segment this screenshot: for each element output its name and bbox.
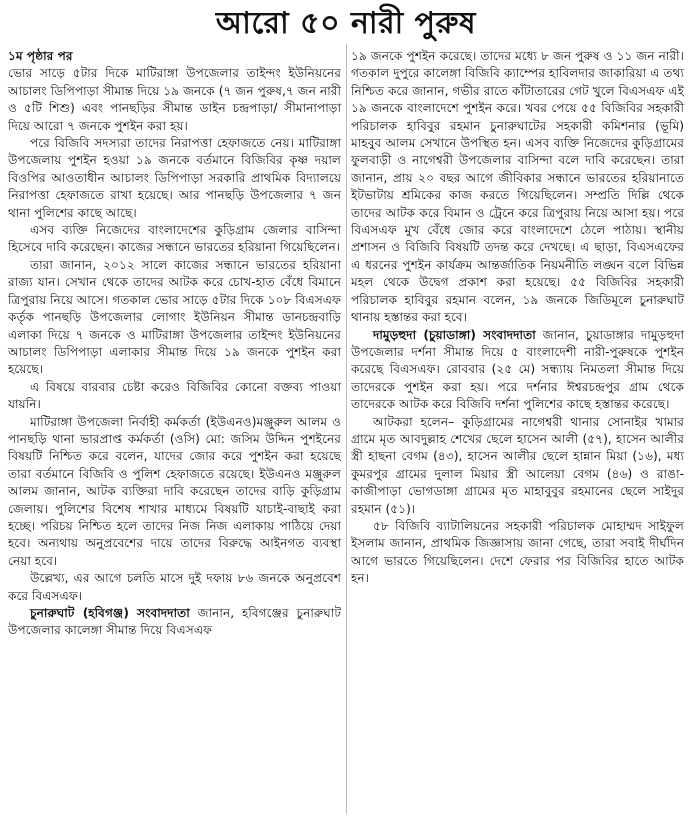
dateline: দামুড়হুদা (চুয়াডাঙ্গা) সংবাদদাতা [373, 327, 536, 342]
dateline-paragraph [8, 605, 341, 640]
headline: আরো ৫০ নারী পুরুষ [215, 6, 477, 41]
continued-from-label: ১ম পৃষ্ঠার পর [8, 49, 73, 63]
paragraph: মাটিরাঙ্গা উপজেলা নির্বাহী কর্মকর্তা (ইউএনও)মঞ্জুরুল আলম ও পানছড়ি থানা ভারপ্রাপ্ত কর্মকর্তা (ওসি) মো: জসিম উদ্দিন পুশইনের বিষয়টি নিশ্চিত করে বলেন, যাদের জোর করে পুশইন করা হয়েছে তারা বর্তমানে বিজিবি ও পুলিশ হেফাজতে রয়েছে। ইউএনও মঞ্জুরুল আলম জানান, আটক ব্যক্তিরা দাবি করেছেন তাদের বাড়ি কুড়িগ্রাম জেলায়। পুলিশের বিশেষ শাখার মাধ্যমে বিষয়টি যাচাই-বাছাই করা হচ্ছে। পরিচয় নিশ্চিত হলে তাদের নিজ নিজ এলাকায় পাঠিয়ে দেয়া হবে। অন্যথায় অনুপ্রবেশের দায়ে তাদের বিরুদ্ধে আইনগত ব্যবস্থা নেয়া হবে। [8, 414, 341, 568]
paragraph: তারা জানান, ২০১২ সালে কাজের সন্ধানে ভারতের হরিয়ানা রাজ্য যান। সেখান থেকে তাদের আটক করে চোখ-হাত বেঁধে বিমানে ত্রিপুরায় নিয়ে আসে। গতকাল ভোর সাড়ে ৫টার দিকে ১০৮ বিএসএফ কর্তৃক পানছড়ি উপজেলার লোগাং ইউনিয়ন সীমান্ত ডানচন্দ্রবাড়ি এলাকা দিয়ে ৭ জনকে ও মাটিরাঙ্গা উপজেলার তাইন্দং ইউনিয়নের আচালং ডিপিপাড়া এলাকার সীমান্ত দিয়ে ১৯ জনকে পুশইন করা হয়েছে। [8, 257, 341, 377]
paragraph: ভোর সাড়ে ৫টার দিকে মাটিরাঙ্গা উপজেলার তাইন্দং ইউনিয়নের আচালং ডিপিপাড়া সীমান্ত দিয়ে ১৯ জনকে (৭ জন পুরুষ,৭ জন নারী ও ৫টি শিশু) এবং পানছড়ির সীমান্ত ডাইন চন্দ্রপাড়া/ সীমানাপাড়া দিয়ে আরো ৭ জনকে পুশইন করা হয়। [8, 66, 341, 133]
column-divider [346, 44, 347, 814]
paragraph: পরে বিজিবি সদস্যরা তাদের নিরাপত্তা হেফাজতে নেয়। মাটিরাঙ্গা উপজেলায় পুশইন হওয়া ১৯ জনকে বর্তমানে বিজিবির কৃষ্ণ দয়াল বিওপির আওতাধীন আচালং ডিপিপাড়া সরকারি প্রাথমিক বিদ্যালয়ে নিরাপত্তা হেফাজতে রাখা হয়েছে। আর পানছড়ি উপজেলার ৭ জন থানা পুলিশের কাছে আছে। [8, 136, 341, 220]
paragraph: এ বিষয়ে বারবার চেষ্টা করেও বিজিবির কোনো বক্তব্য পাওয়া যায়নি। [8, 379, 341, 412]
paragraph: আটকরা হলেন– কুড়িগ্রামের নাগেশ্বরী থানার সোনাইর খামার গ্রামে মৃত আবদুল্লাহ শেখের ছেলে হাসেন আলী (৫৭), হাসেন আলীর স্ত্রী হাছনা বেগম (৪৩), হাসেন আলীর ছেলে হান্নান মিয়া (১৬), মধ্য কুমরপুর গ্রামের দুলাল মিয়ার স্ত্রী আলেয়া বেগম (৪৬) ও রাঙা-কাজীপাড়া ভোগডাঙ্গা গ্রামের মৃত মাহাবুবুর রহমানের ছেলে সাইদুর রহমান (৫১)। [351, 414, 684, 516]
dateline: চুনারুঘাট (হবিগঞ্জ) সংবাদদাতা [30, 606, 190, 620]
dateline-text: জানান, চুয়াডাঙ্গার দামুড়হুদা উপজেলার দর্শনা সীমান্ত দিয়ে ৫ বাংলাদেশী নারী-পুরুষকে পুশইন করেছে বিএসএফ। রোববার (২৫ মে) সন্ধ্যায় নিমতলা সীমান্ত দিয়ে তাদেরকে পুশইন করা হয়। পরে দর্শনার ঈশ্বরচন্দ্রপুর গ্রাম থেকে তাদেরকে আটক করে বিজিবি দর্শনা পুলিশের কাছে হস্তান্তর করেছে। [351, 327, 685, 412]
paragraph: উল্লেখ্য, এর আগে চলতি মাসে দুই দফায় ৮৬ জনকে অনুপ্রবেশ করে বিএসএফ। [8, 571, 341, 603]
column-left [8, 48, 341, 640]
paragraph: ৫৮ বিজিবি ব্যাটালিয়নের সহকারী পরিচালক মোহাম্মদ সাইফুল ইসলাম জানান, প্রাথমিক জিজ্ঞাসায় জানা গেছে, তারা সবাই দীর্ঘদিন আগে ভারতে গিয়েছিলেন। দেশে ফেরার পর বিজিবির হাতে আটক হন। [351, 518, 684, 586]
paragraph: ১৯ জনকে পুশইন করেছে। তাদের মধ্যে ৮ জন পুরুষ ও ১১ জন নারী। গতকাল দুপুরে কালেঙ্গা বিজিবি ক্যাম্পের হাবিলদার জাকারিয়া এ তথ্য নিশ্চিত করে জানান, গভীর রাতে কাঁটাতারের গেট খুলে বিএসএফ এই ১৯ জনকে বাংলাদেশে পুশইন করে। খবর পেয়ে ৫৫ বিজিবির সহকারী পরিচালক হাবিবুর রহমান চুনারুঘাটের সহকারী কমিশনার (ভূমি) মাহবুব আলম সেখানে উপস্থিত হন। এসব ব্যক্তি নিজেদের কুড়িগ্রামের ফুলবাড়ী ও নাগেশ্বরী উপজেলার বাসিন্দা বলে দাবি করেছেন। তারা জানান, প্রায় ২০ বছর আগে জীবিকার সন্ধানে ভারতের হরিয়ানাতে ইটভাটায় শ্রমিকের কাজ করতে গিয়েছিলেন। সম্প্রতি দিল্লি থেকে তাদের আটক করে বিমান ও ট্রেনে করে ত্রিপুরায় নিয়ে আসা হয়। পরে বিএসএফ মুখ বেঁধে জোর করে বাংলাদেশে ঠেলে পাঠায়। স্থানীয় প্রশাসন ও বিজিবি বিষয়টি তদন্ত করে দেখছে। এ ছাড়া, বিএসএফের এ ধরনের পুশইন কার্যক্রম আন্তর্জাতিক নিয়মনীতি লঙ্ঘন বলে বিভিন্ন মহল থেকে উদ্বেগ প্রকাশ করা হয়েছে। ৫৫ বিজিবির সহকারী পরিচালক হাবিবুর রহমান বলেন, ১৯ জনকে জিডিমূলে চুনারুঘাট থানায় হস্তান্তর করা হবে। [351, 49, 684, 325]
dateline-text: জানান, হবিগঞ্জের চুনারুঘাট উপজেলার কালেঙ্গা সীমান্ত দিয়ে বিএসএফ [8, 606, 341, 638]
column-right [351, 48, 684, 640]
paragraph: এসব ব্যক্তি নিজেদের বাংলাদেশের কুড়িগ্রাম জেলার বাসিন্দা হিসেবে দাবি করেছেন। কাজের সন্ধানে ভারতের হরিয়ানা গিয়েছিলেন। [8, 223, 341, 255]
dateline-paragraph [351, 327, 684, 414]
